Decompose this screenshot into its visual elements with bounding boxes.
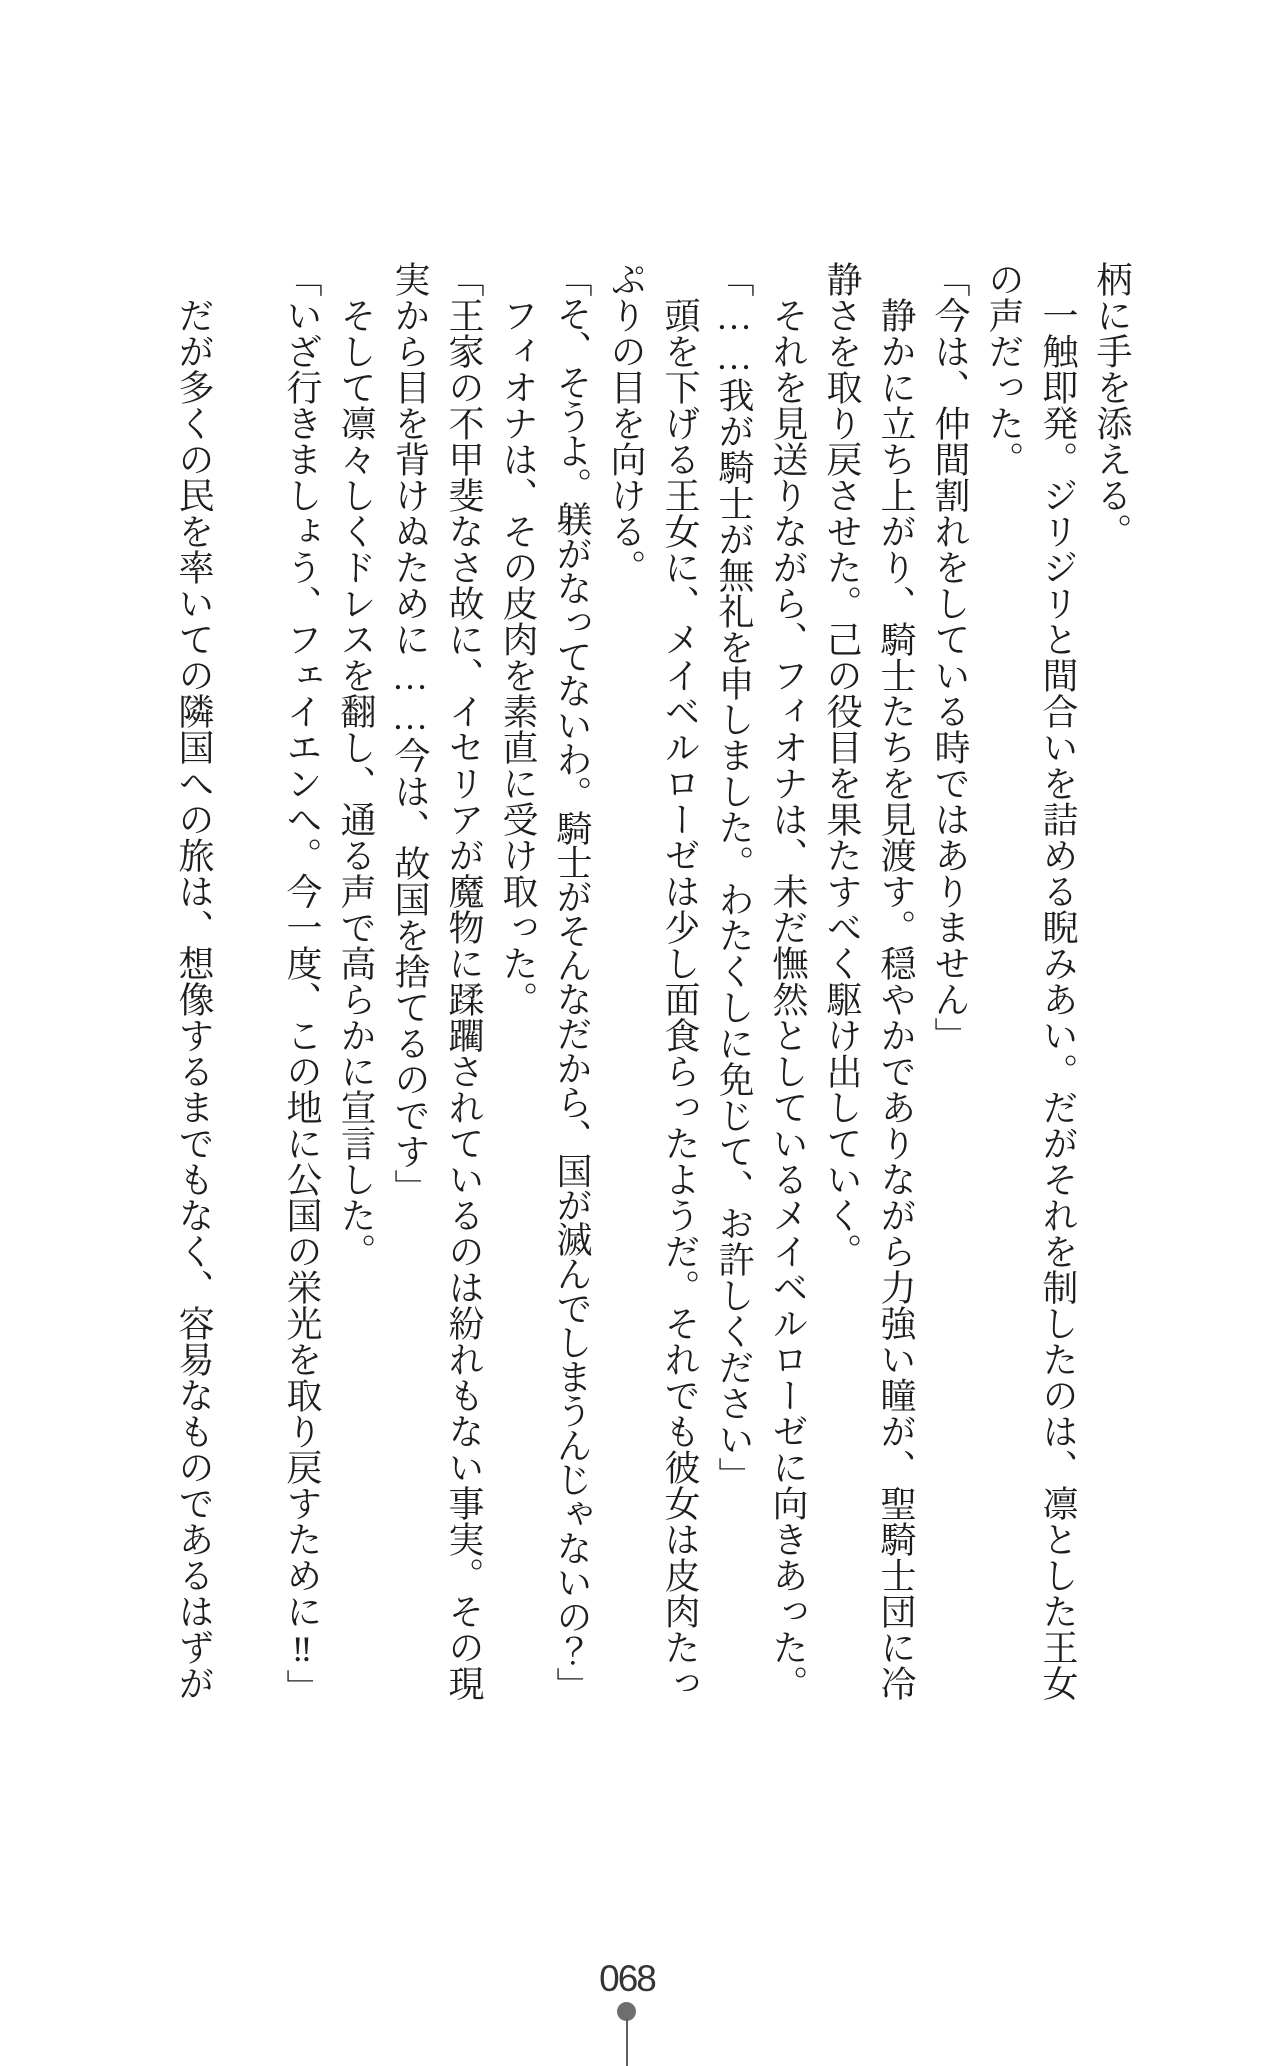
text-line: の声だった。 — [984, 261, 1024, 477]
text-line: フィオナは、その皮肉を素直に受け取った。 — [498, 261, 538, 1017]
text-line: そして凛々しくドレスを翻し、通る声で高らかに宣言した。 — [336, 261, 376, 1269]
page-number: 068 — [599, 1958, 655, 1999]
text-line: 静さを取り戻させた。己の役目を果たすべく駆け出していく。 — [822, 261, 862, 1269]
text-line: 「今は、仲間割れをしている時ではありません」 — [930, 261, 970, 1053]
text-line: 「そ、そうよ。躾がなってないわ。騎士がそんなだから、国が滅んでしまうんじゃないの？」 — [552, 261, 592, 1702]
text-line: だが多くの民を率いての隣国への旅は、想像するまでもなく、容易なものであるはずが — [174, 261, 214, 1701]
blank-line — [221, 261, 275, 1701]
text-line: 「いざ行きましょう、フェイエンへ。今一度、この地に公国の栄光を取り戻すために‼」 — [282, 261, 322, 1705]
text-line: 「王家の不甲斐なさ故に、イセリアが魔物に蹂躙されているのは紛れもない事実。その現 — [444, 261, 484, 1701]
text-line: 静かに立ち上がり、騎士たちを見渡す。穏やかでありながら力強い瞳が、聖騎士団に冷 — [876, 261, 916, 1701]
text-line: 「……我が騎士が無礼を申しました。わたくしに免じて、お許しください」 — [714, 261, 754, 1493]
text-line: 実から目を背けぬために……今は、故国を捨てるのです」 — [390, 261, 430, 1205]
text-line: それを見送りながら、フィオナは、未だ憮然としているメイベルローゼに向きあった。 — [768, 261, 808, 1701]
bookmark-line — [626, 2019, 628, 2066]
text-line: 一触即発。ジリジリと間合いを詰める睨みあい。だがそれを制したのは、凛とした王女 — [1038, 261, 1078, 1701]
text-line: 柄に手を添える。 — [1092, 261, 1132, 549]
text-line: ぷりの目を向ける。 — [606, 261, 646, 585]
text-line: 頭を下げる王女に、メイベルローゼは少し面食らったようだ。それでも彼女は皮肉たっ — [660, 261, 700, 1701]
body-text — [167, 261, 1139, 1705]
